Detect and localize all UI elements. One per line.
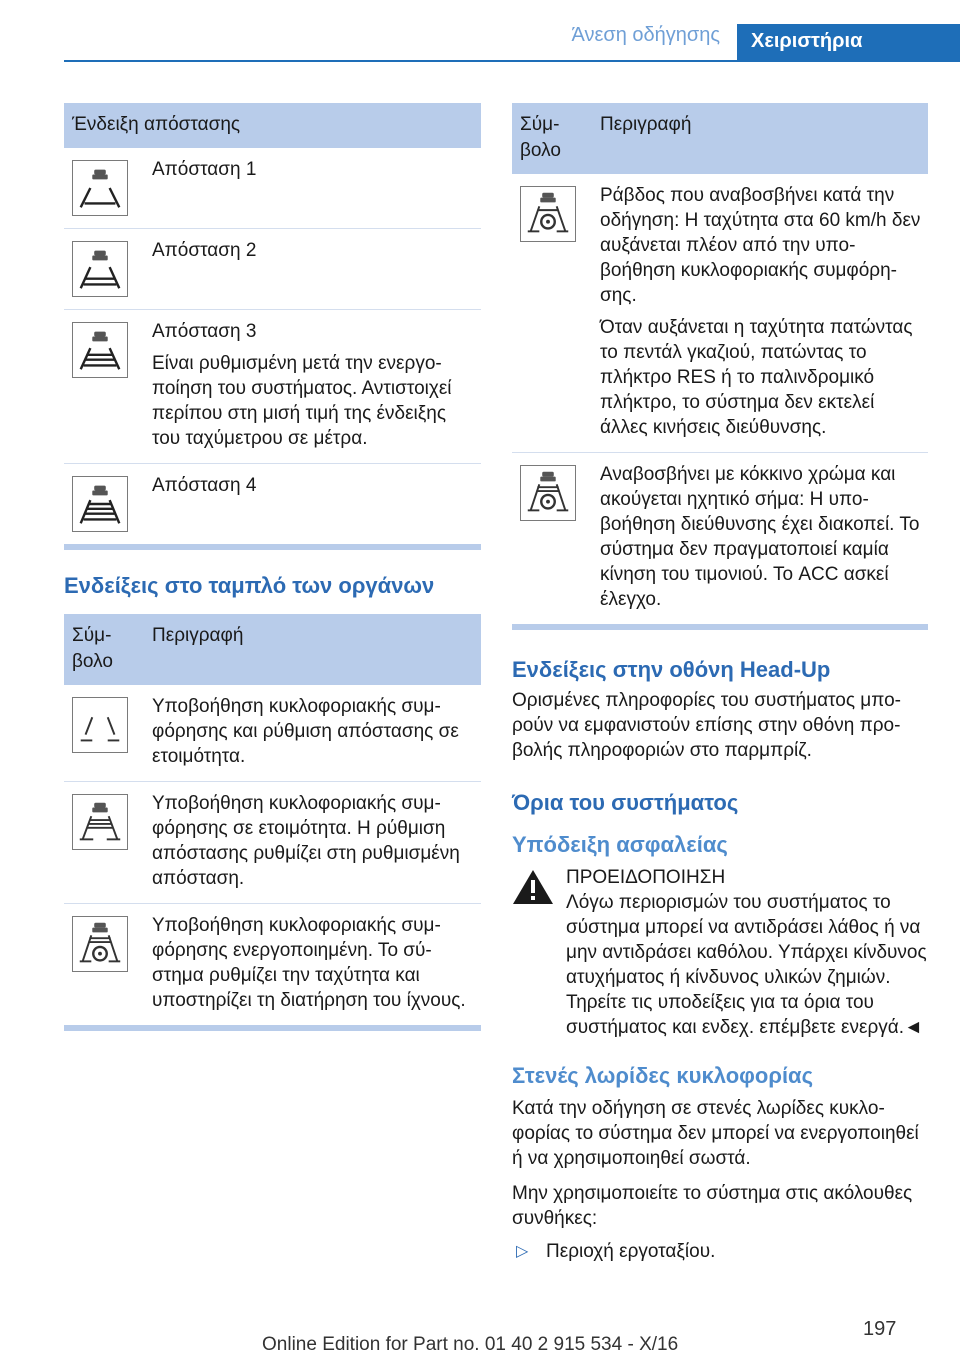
table-row [64, 148, 481, 229]
right-column [512, 103, 928, 1264]
narrow-lanes-text: Κατά την οδήγηση σε στενές λωρίδες κυκλοφορίας το σύστημα δεν μπορεί να ενεργοποιηθεί ή να χρησιμοποιηθεί σωστά. [512, 1098, 919, 1169]
warning-block [512, 865, 928, 1040]
traffic-jam-assist-distance-set-icon [72, 794, 128, 850]
warning-triangle-icon [512, 869, 554, 905]
distance-table-header: Ένδειξη απόστασης [64, 103, 481, 148]
distance-2-icon [72, 241, 128, 297]
row-text: Ράβδος που αναβοσβήνει κατά την οδήγηση: Η ταχύτητα στα 60 km/h δεν αυξάνεται πλέον από την υποβοήθηση κυκλοφοριακής συμφόρησης. [600, 185, 921, 306]
symbol-column-header: Σύμβολο [512, 103, 592, 174]
table-end-bar [512, 624, 928, 630]
table-end-bar [64, 544, 481, 550]
edition-footer: Online Edition for Part no. 01 40 2 915 534 - X/16 [262, 1334, 679, 1355]
headup-text: Ορισμένες πληροφορίες του συστήματος μπορούν να εμφανιστούν επίσης στην οθόνη προβολής πληροφοριών στο παρμπρίζ. [512, 690, 901, 761]
table-row [512, 174, 928, 453]
header-rule [64, 60, 960, 62]
description-column-header: Περιγραφή [144, 614, 481, 685]
distance-3-icon [72, 322, 128, 378]
warning-text: Λόγω περιορισμών του συστήματος το σύστημα μπορεί να αντιδράσει λάθος ή να μην αντιδράσει καθόλου. Υπάρχει κίνδυνος ατυχήματος ή κίνδυνος υλικών ζημιών. Τηρείτε τις υποδείξεις για τα όρια του συστήματος και ενδεχ. επέμβετε ενεργά.◄ [566, 892, 927, 1038]
steering-blinking-icon [520, 186, 576, 242]
section-title: Άνεση οδήγησης [571, 24, 720, 46]
traffic-jam-assist-active-icon [72, 916, 128, 972]
steering-warning-red-icon [520, 465, 576, 521]
narrow-lanes-heading: Στενές λωρίδες κυκλοφορίας [512, 1063, 814, 1088]
table-end-bar [64, 1025, 481, 1031]
description-column-header: Περιγραφή [592, 103, 928, 174]
row-text: Αναβοσβήνει με κόκκινο χρώμα και ακούγεται ηχητικό σήμα: Η υποβοήθηση διεύθυνσης έχει διακοπεί. Το σύστημα δεν πραγματοποιεί καμία κίνηση του τιμονιού. Το ACC ασκεί έλεγχο. [600, 464, 920, 610]
table-row [64, 229, 481, 310]
row-text: Είναι ρυθμισμένη μετά την ενεργοποίηση του συστήματος. Αντιστοιχεί περίπου στη μισή τιμή της ένδειξης του ταχύμετρου σε μέτρα. [152, 353, 452, 449]
row-text: Απόσταση 4 [152, 475, 257, 496]
table-row [64, 782, 481, 904]
table-row [64, 685, 481, 782]
table-row [64, 464, 481, 545]
row-text: Απόσταση 3 [152, 321, 257, 342]
distance-indicator-table [64, 103, 481, 544]
distance-4-icon [72, 476, 128, 532]
steering-symbol-table [512, 103, 928, 624]
table-row [512, 453, 928, 625]
row-text: Απόσταση 2 [152, 240, 257, 261]
list-item-text: Περιοχή εργοταξίου. [546, 1241, 716, 1262]
bullet-triangle-icon: ▷ [516, 1243, 529, 1260]
row-text: Υποβοήθηση κυκλοφοριακής συμφόρησης και ρύθμιση απόστασης σε ετοιμότητα. [152, 696, 459, 767]
headup-heading: Ενδείξεις στην οθόνη Head-Up [512, 657, 831, 682]
instrument-symbol-table [64, 614, 481, 1025]
row-text: Υποβοήθηση κυκλοφοριακής συμφόρησης σε ετοιμότητα. Η ρύθμιση απόστασης ρυθμίζει στη ρυθμισμένη απόσταση. [152, 793, 460, 889]
distance-1-icon [72, 160, 128, 216]
warning-title: ΠΡΟΕΙΔΟΠΟΙΗΣΗ [566, 867, 726, 888]
safety-heading: Υπόδειξη ασφαλείας [512, 832, 728, 857]
row-text: Απόσταση 1 [152, 159, 257, 180]
row-text: Υποβοήθηση κυκλοφοριακής συμφόρησης ενεργοποιημένη. Το σύστημα ρυθμίζει την ταχύτητα και υποστηρίζει τη διατήρηση του ίχνους. [152, 915, 466, 1011]
table-row [64, 904, 481, 1026]
page-number: 197 [863, 1318, 897, 1340]
symbol-column-header: Σύμβολο [64, 614, 144, 685]
list-item [512, 1239, 928, 1264]
limits-heading: Όρια του συστήματος [512, 790, 739, 815]
table-row [64, 310, 481, 464]
narrow-lanes-conditions: Μην χρησιμοποιείτε το σύστημα στις ακόλουθες συνθήκες: [512, 1183, 913, 1229]
chapter-tab: Χειριστήρια [737, 24, 960, 62]
left-column [64, 103, 481, 1031]
row-text: Όταν αυξάνεται η ταχύτητα πατώντας το πεντάλ γκαζιού, πατώντας το πλήκτρο RES ή το παλινδρομικό πλήκτρο, το σύστημα δεν εκτελεί άλλες κινήσεις διεύθυνσης. [600, 317, 913, 438]
instrument-heading: Ενδείξεις στο ταμπλό των οργάνων [64, 573, 435, 598]
traffic-jam-assist-ready-icon [72, 697, 128, 753]
